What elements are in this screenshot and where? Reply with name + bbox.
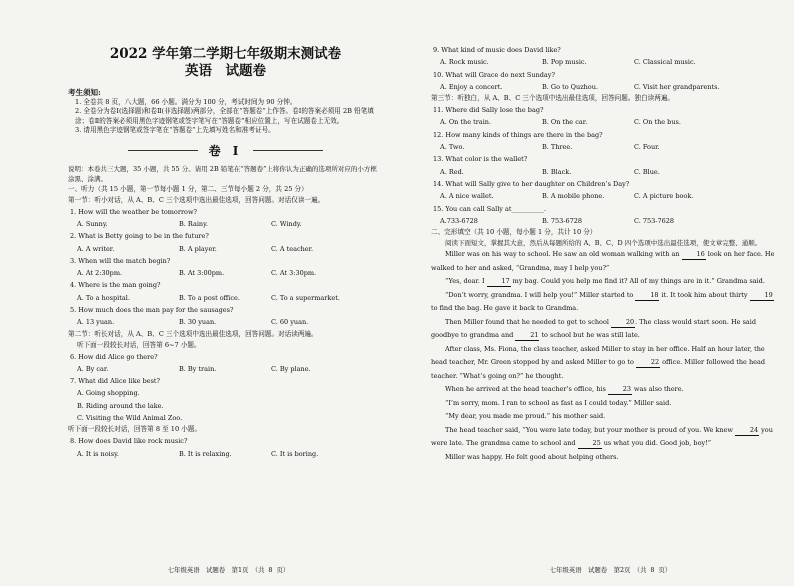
question-11 — [431, 104, 782, 129]
option-c: C. To a supermarket. — [271, 293, 340, 302]
option-b: B. By train. — [179, 364, 217, 373]
option-b: B. On the car. — [542, 118, 588, 127]
page-footer: 七年级英语 试题卷 第2页 （共 8 页） — [549, 566, 672, 574]
exam-title: 2022 学年第二学期七年级期末测试卷 — [109, 46, 342, 62]
question-text: 11. Where did Sally lose the bag? — [433, 106, 544, 115]
question-text: 5. How much does the man pay for the sausages? — [70, 306, 234, 314]
option-a: A. 13 yuan. — [77, 318, 115, 327]
blank-18: 18 — [635, 291, 659, 301]
question-text: 1. How will the weather be tomorrow? — [70, 207, 198, 216]
page-footer: 七年级英语 试题卷 第1页 （共 8 页） — [167, 566, 290, 574]
option-c: C. A picture book. — [634, 192, 694, 201]
notice-item: 1. 全卷共 8 页，八大题，66 小题。满分为 100 分，考试时间为 90 分钟。 — [75, 98, 297, 106]
cloze-paragraph: Miller was happy. He felt good about helping others. — [445, 452, 619, 461]
option-b: B. Three. — [542, 143, 573, 152]
option-a: A. To a hospital. — [77, 293, 130, 302]
option-b: B. Go to Quzhou. — [542, 82, 598, 91]
option-c: C. 753-7628 — [634, 216, 675, 225]
question-10 — [431, 69, 782, 94]
cloze-paragraph: “My dear, you made me proud.” his mother said. — [445, 412, 606, 421]
blank-19: 19 — [750, 291, 774, 301]
option-a: A. A nice wallet. — [440, 192, 494, 201]
option-a: A. It is noisy. — [77, 449, 119, 458]
question-text: 6. How did Alice go there? — [70, 352, 158, 361]
cloze-paragraph: “Yes, dear. I 17 my bag. Could you help me find it? All of my things are in it.” Grandma said. — [445, 277, 765, 286]
question-1 — [68, 206, 383, 231]
question-12 — [431, 129, 782, 154]
part1-heading: 一、听力（共 15 小题，第一节每小题 1 分，第二、三节每小题 2 分，共 25 分） — [68, 184, 308, 193]
question-text: 14. What will Sally give to her daughter on Children’s Day? — [433, 179, 630, 188]
cloze-paragraph: “Don’t worry, grandma. I will help you!” Miller started to 18 it. It took him about thirty 19 to find the bag. He gave it back to Grandma. — [431, 290, 773, 313]
option-a: A. Red. — [440, 167, 464, 176]
option-b: B. 30 yuan. — [179, 318, 217, 327]
option-c: C. It is boring. — [271, 449, 319, 458]
option-a: A. Sunny. — [77, 219, 108, 228]
option-b: B. 753-6728 — [542, 216, 583, 225]
question-text: 15. You can call Sally at__________. — [433, 204, 547, 213]
question-text: 12. How many kinds of things are there in the bag? — [433, 130, 603, 139]
option-c: C. Classical music. — [634, 58, 696, 67]
question-13 — [431, 153, 782, 178]
question-text: 9. What kind of music does David like? — [433, 46, 561, 54]
question-3 — [68, 255, 383, 280]
option-a: A. Two. — [440, 143, 465, 152]
question-8 — [68, 435, 383, 460]
question-2 — [68, 230, 383, 255]
blank-21: 21 — [515, 331, 539, 341]
blank-16: 16 — [682, 250, 706, 260]
question-text: 10. What will Grace do next Sunday? — [433, 70, 555, 79]
question-7 — [68, 375, 383, 424]
option-c: C. 60 yuan. — [271, 318, 309, 327]
part2-heading: 二、完形填空（共 10 小题，每小题 1 分，共计 10 分） — [431, 228, 597, 237]
option-b: B. At 3:00pm. — [179, 269, 225, 278]
blank-25: 25 — [578, 439, 602, 449]
part1-section3: 第三节：听独白，从 A、B、C 三个选项中选出最佳选项，回答问题。独白读两遍。 — [431, 94, 675, 103]
option-a: A. On the train. — [440, 118, 492, 127]
question-text: 8. How does David like rock music? — [70, 437, 188, 446]
part1-section2: 第二节：听长对话，从 A、B、C 三个选项中选出最佳选项，回答问题。对话读两遍。 — [68, 329, 318, 338]
section2-intro-2: 听下面一段较长对话，回答第 8 至 10 小题。 — [68, 425, 202, 434]
question-15 — [431, 203, 782, 228]
section2-intro: 听下面一段较长对话，回答第 6~7 小题。 — [77, 340, 201, 349]
option-b: B. It is relaxing. — [179, 449, 232, 458]
section-instructions: 说明：本卷共三大题，35 小题，共 55 分。请用 2B 铅笔在“答题卷”上将你认为正确的选项所对应的小方框涂黑、涂满。 — [68, 164, 377, 183]
notice-heading: 考生须知: — [68, 88, 101, 97]
question-text: 7. What did Alice like best? — [70, 377, 161, 386]
page-2 — [397, 0, 794, 586]
option-c: C. By plane. — [271, 364, 311, 373]
option-c: C. Visit her grandparents. — [634, 82, 720, 91]
option-a: A. Enjoy a concert. — [440, 82, 503, 91]
cloze-paragraph: Miller was on his way to school. He saw an old woman walking with an 16 look on her face. He walked to her and asked, “Grandma, may I help you?” — [431, 250, 775, 272]
cloze-paragraph: After class, Ms. Fiona, the class teacher, asked Miller to stay in her office. Half an hour later, the head teacher, Mr. Green stopped by and asked Miller to go to 22 office. Miller followed the head teacher. “What’s going on?” he thought. — [431, 344, 766, 380]
option-a: A. By car. — [77, 364, 109, 373]
option-b: B. Rainy. — [179, 219, 208, 228]
exam-subtitle: 英语 试题卷 — [185, 63, 266, 79]
question-14 — [431, 178, 782, 203]
option-b: B. Pop music. — [542, 58, 587, 67]
option-b: B. A mobile phone. — [542, 192, 605, 201]
question-5 — [68, 304, 383, 329]
option-c: C. A teacher. — [271, 244, 314, 253]
section-title: 卷 I — [68, 142, 383, 159]
cloze-passage — [431, 248, 782, 464]
option-c: C. Four. — [634, 143, 660, 152]
option-c: C. Blue. — [634, 167, 660, 176]
blank-20: 20 — [611, 318, 635, 328]
question-text: 2. What is Betty going to be in the future? — [70, 232, 209, 241]
question-4 — [68, 279, 383, 304]
question-6 — [68, 351, 383, 376]
option-a: A. Rock music. — [440, 58, 489, 67]
option-c: C. On the bus. — [634, 118, 681, 127]
option-c: C. Windy. — [271, 219, 302, 228]
option-b: B. A player. — [179, 244, 217, 253]
cloze-paragraph: “I’m sorry, mom. I ran to school as fast as I could today.” Miller said. — [445, 398, 672, 407]
option-c: C. At 3:30pm. — [271, 269, 317, 278]
option-a: A. At 2:30pm. — [77, 269, 123, 278]
notice-item: 3. 请用黑色字迹钢笔或签字笔在“答题卷”上先填写姓名和准考证号。 — [75, 126, 275, 135]
cloze-paragraph: Then Miller found that he needed to get to school 20. The class would start soon. He said goodbye to grandma and 21 to school but he was still late. — [431, 317, 757, 340]
blank-23: 23 — [608, 385, 632, 395]
option-b: B. Riding around the lake. — [77, 401, 164, 410]
blank-17: 17 — [487, 277, 511, 287]
option-a: A. Going shopping. — [77, 389, 140, 398]
option-b: B. Black. — [542, 167, 572, 176]
notice-item: 2. 全卷分为卷Ⅰ(选择题)和卷Ⅱ(非选择题)两部分，全部在“答题卷”上作答。卷Ⅰ的答案必须用 2B 铅笔填涂；卷Ⅱ的答案必须用黑色字迹钢笔或签字笔写在“答题卷”相应位置上，写在试题卷上无效。 — [75, 107, 374, 125]
question-text: 13. What color is the wallet? — [433, 155, 528, 164]
option-a: A. A writer. — [77, 244, 115, 253]
part1-section1: 第一节：听小对话，从 A、B、C 三个选项中选出最佳选项，回答问题。对话仅读一遍。 — [68, 195, 325, 204]
cloze-paragraph: The head teacher said, “You were late today, but your mother is proud of you. We knew 24 you were late. The grandma came to school and 25 us what you did. Good job, boy!” — [431, 425, 773, 448]
question-text: 4. Where is the man going? — [70, 281, 161, 290]
option-a: A.733-6728 — [440, 216, 478, 225]
blank-24: 24 — [735, 426, 759, 436]
question-text: 3. When will the match begin? — [70, 256, 171, 265]
question-9 — [431, 44, 782, 69]
cloze-paragraph: When he arrived at the head teacher’s office, his 23 was also there. — [445, 385, 684, 394]
option-b: B. To a post office. — [179, 293, 240, 302]
blank-22: 22 — [636, 358, 660, 368]
part2-intro: 阅读下面短文，掌握其大意，然后从每题所给的 A、B、C、D 四个选项中选出最佳选项，使文章完整、通顺。 — [445, 239, 762, 248]
option-c: C. Visiting the Wild Animal Zoo. — [77, 414, 183, 423]
